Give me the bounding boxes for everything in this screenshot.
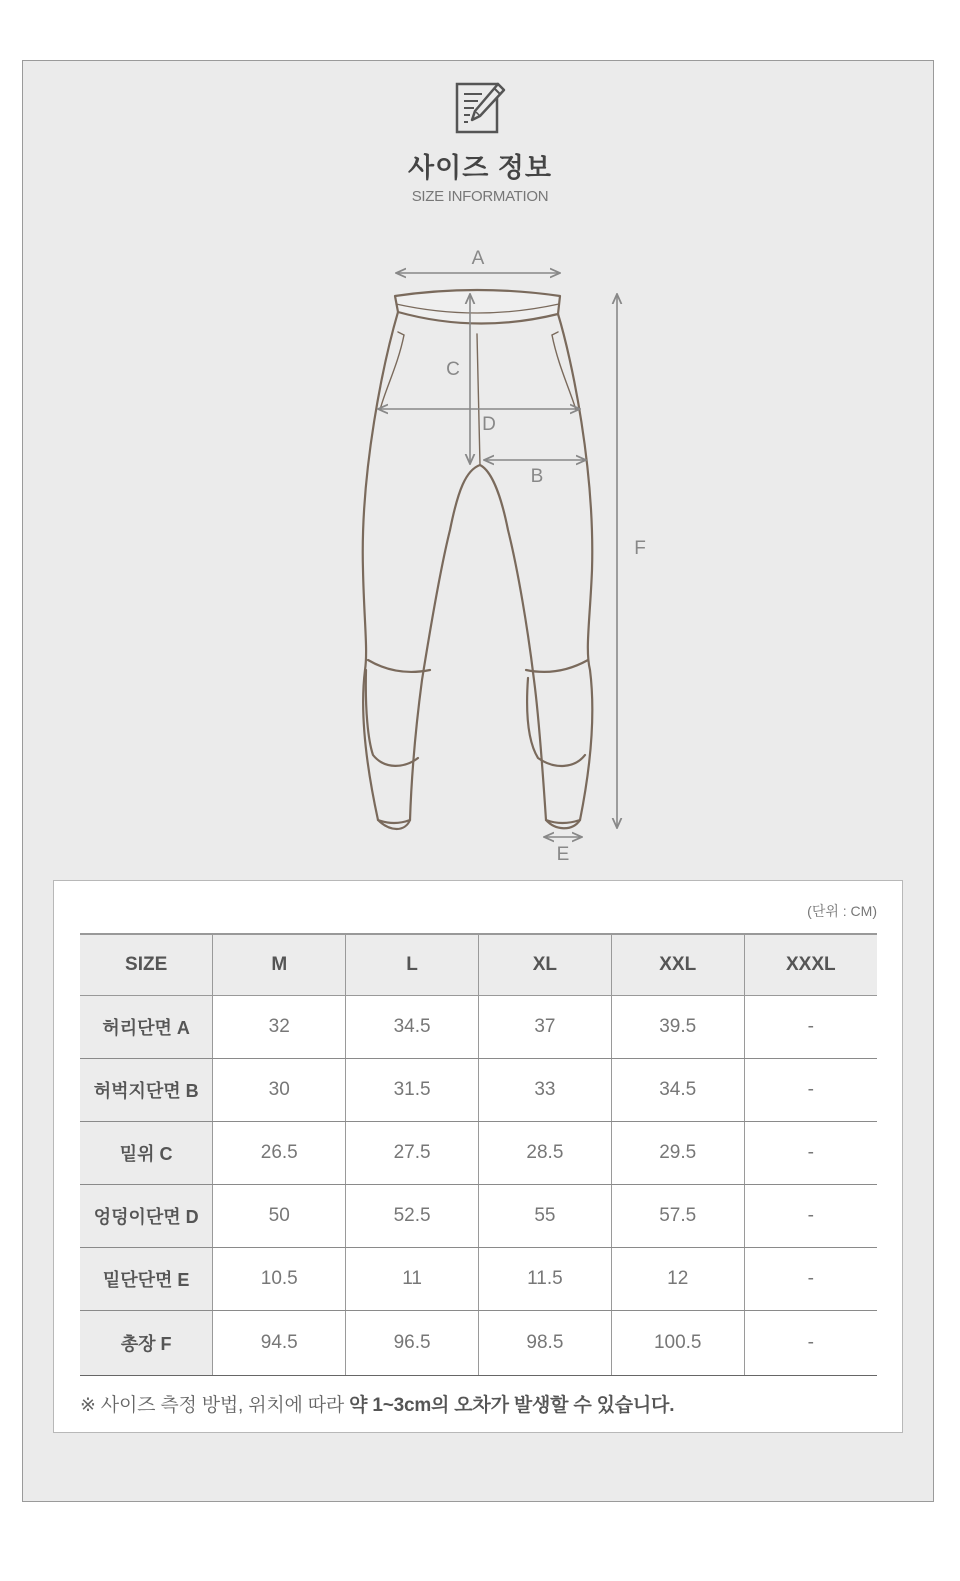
note-emphasis: 약 1~3cm의 오차가 발생할 수 있습니다. bbox=[349, 1395, 675, 1416]
label-f: F bbox=[634, 538, 646, 559]
table-row bbox=[80, 1059, 877, 1122]
row-label: 밑단단면 E bbox=[80, 1248, 213, 1311]
page-subtitle: SIZE INFORMATION bbox=[411, 188, 549, 205]
pants-outline bbox=[363, 290, 593, 829]
table-cell: 37 bbox=[478, 996, 611, 1059]
table-cell: 29.5 bbox=[611, 1122, 744, 1185]
row-label: 밑위 C bbox=[80, 1122, 213, 1185]
table-cell: 27.5 bbox=[346, 1122, 479, 1185]
table-cell: 52.5 bbox=[346, 1185, 479, 1248]
row-label: 허벅지단면 B bbox=[80, 1059, 213, 1122]
table-cell: 100.5 bbox=[611, 1311, 744, 1376]
table-cell: 11 bbox=[346, 1248, 479, 1311]
header-cell: M bbox=[213, 934, 346, 996]
table-cell: 34.5 bbox=[346, 996, 479, 1059]
size-table bbox=[80, 933, 877, 1376]
table-cell: 55 bbox=[478, 1185, 611, 1248]
header-cell: SIZE bbox=[80, 934, 213, 996]
row-label: 허리단면 A bbox=[80, 996, 213, 1059]
table-cell: 10.5 bbox=[213, 1248, 346, 1311]
table-cell: 50 bbox=[213, 1185, 346, 1248]
table-row bbox=[80, 996, 877, 1059]
document-pencil-icon bbox=[454, 80, 506, 136]
table-cell: 12 bbox=[611, 1248, 744, 1311]
label-b: B bbox=[530, 466, 544, 487]
table-cell: 94.5 bbox=[213, 1311, 346, 1376]
unit-label: (단위 : CM) bbox=[807, 903, 877, 919]
table-cell: - bbox=[744, 1059, 877, 1122]
table-cell: 32 bbox=[213, 996, 346, 1059]
table-cell: 34.5 bbox=[611, 1059, 744, 1122]
label-c: C bbox=[446, 359, 460, 380]
table-row bbox=[80, 1122, 877, 1185]
table-cell: 28.5 bbox=[478, 1122, 611, 1185]
table-cell: - bbox=[744, 1248, 877, 1311]
table-row bbox=[80, 1185, 877, 1248]
row-label: 총장 F bbox=[80, 1311, 213, 1376]
table-cell: 39.5 bbox=[611, 996, 744, 1059]
table-cell: 57.5 bbox=[611, 1185, 744, 1248]
table-cell: 96.5 bbox=[346, 1311, 479, 1376]
size-table-card bbox=[53, 880, 903, 1433]
header-cell: XXXL bbox=[744, 934, 877, 996]
table-row bbox=[80, 1248, 877, 1311]
table-cell: - bbox=[744, 1311, 877, 1376]
note-text: ※ 사이즈 측정 방법, 위치에 따라 bbox=[80, 1395, 350, 1416]
table-row bbox=[80, 1311, 877, 1376]
header-cell: XL bbox=[478, 934, 611, 996]
page-title: 사이즈 정보 bbox=[408, 153, 552, 183]
pants-measurement-diagram bbox=[340, 240, 660, 865]
measurement-note bbox=[80, 1390, 674, 1417]
label-d: D bbox=[482, 414, 496, 435]
table-cell: 33 bbox=[478, 1059, 611, 1122]
header-cell: L bbox=[346, 934, 479, 996]
table-cell: - bbox=[744, 1122, 877, 1185]
table-header-row bbox=[80, 934, 877, 996]
table-cell: 30 bbox=[213, 1059, 346, 1122]
row-label: 엉덩이단면 D bbox=[80, 1185, 213, 1248]
label-a: A bbox=[471, 248, 485, 269]
table-cell: 11.5 bbox=[478, 1248, 611, 1311]
table-cell: 98.5 bbox=[478, 1311, 611, 1376]
table-cell: 31.5 bbox=[346, 1059, 479, 1122]
table-cell: 26.5 bbox=[213, 1122, 346, 1185]
header-cell: XXL bbox=[611, 934, 744, 996]
table-cell: - bbox=[744, 996, 877, 1059]
table-cell: - bbox=[744, 1185, 877, 1248]
label-e: E bbox=[556, 844, 570, 865]
